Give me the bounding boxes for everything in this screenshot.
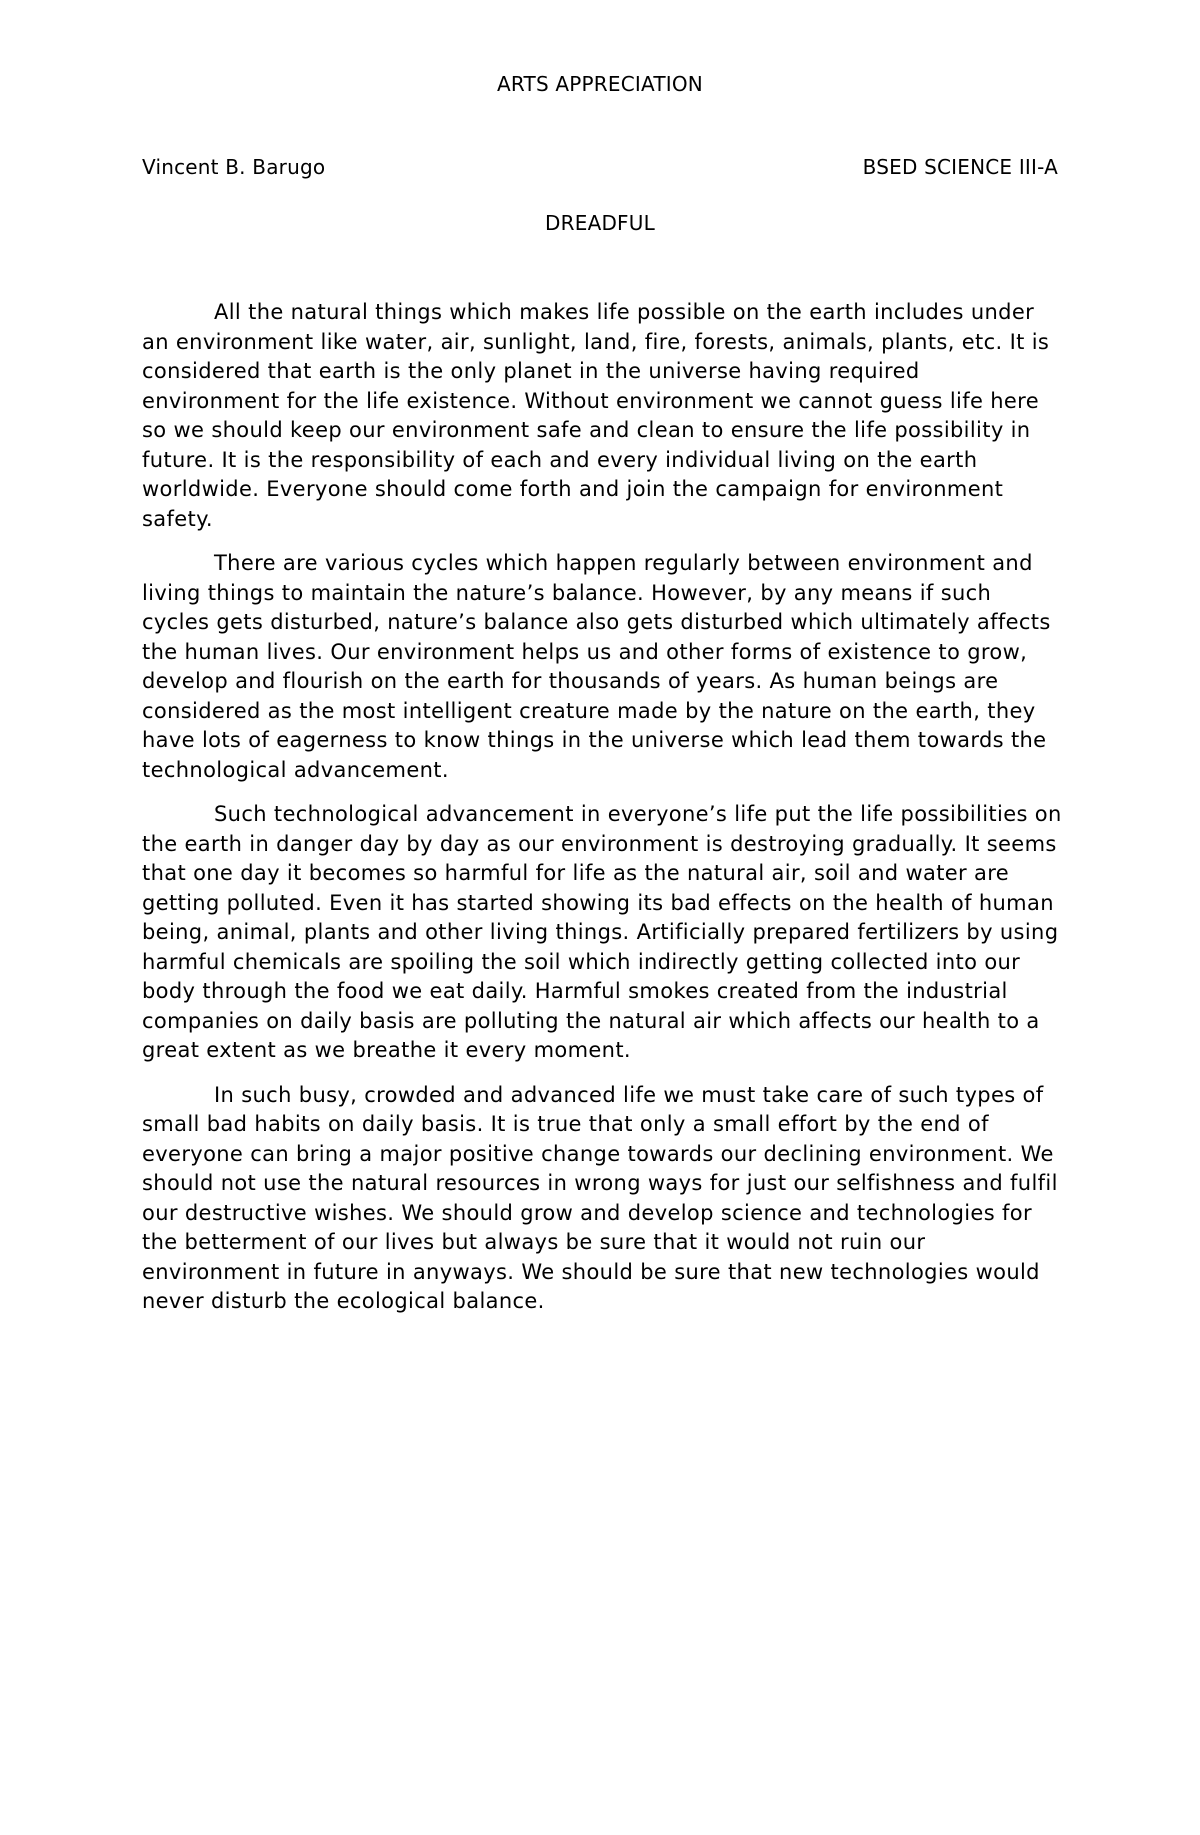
essay-title: DREADFUL bbox=[545, 211, 655, 235]
course-section: BSED SCIENCE III-A bbox=[862, 155, 1058, 179]
paragraph-1: All the natural things which makes life possible on the earth includes under an environment like water, air, sunlight, land, fire, forests, animals, plants, etc. It is considered that earth is the only planet in the universe having required environment for the life existence. Without environment we cannot guess life here so we should keep our environment safe and clean to ensure the life possibility in future. It is the responsibility of each and every individual living on the earth worldwide. Everyone should come forth and join the campaign for environment safety. bbox=[142, 300, 1050, 531]
course-title: ARTS APPRECIATION bbox=[497, 72, 703, 96]
paragraph-3: Such technological advancement in everyone’s life put the life possibilities on the earth in danger day by day as our environment is destroying gradually. It seems that one day it becomes so harmful for life as the natural air, soil and water are getting polluted. Even it has started showing its bad effects on the health of human being, animal, plants and other living things. Artificially prepared fertilizers by using harmful chemicals are spoiling the soil which indirectly getting collected into our body through the food we eat daily. Harmful smokes created from the industrial companies on daily basis are polluting the natural air which affects our health to a great extent as we breathe it every moment. bbox=[142, 802, 1062, 1062]
author-name: Vincent B. Barugo bbox=[142, 155, 326, 179]
paragraph-2: There are various cycles which happen regularly between environment and living things to maintain the nature’s balance. However, by any means if such cycles gets disturbed, nature’s balance also gets disturbed which ultimately affects the human lives. Our environment helps us and other forms of existence to grow, develop and flourish on the earth for thousands of years. As human beings are considered as the most intelligent creature made by the nature on the earth, they have lots of eagerness to know things in the universe which lead them towards the technological advancement. bbox=[142, 551, 1051, 782]
paragraph-4: In such busy, crowded and advanced life we must take care of such types of small bad habits on daily basis. It is true that only a small effort by the end of everyone can bring a major positive change towards our declining environment. We should not use the natural resources in wrong ways for just our selfishness and fulfil our destructive wishes. We should grow and develop science and technologies for the betterment of our lives but always be sure that it would not ruin our environment in future in anyways. We should be sure that new technologies would never disturb the ecological balance. bbox=[142, 1082, 1058, 1313]
essay-body bbox=[142, 298, 1064, 1332]
